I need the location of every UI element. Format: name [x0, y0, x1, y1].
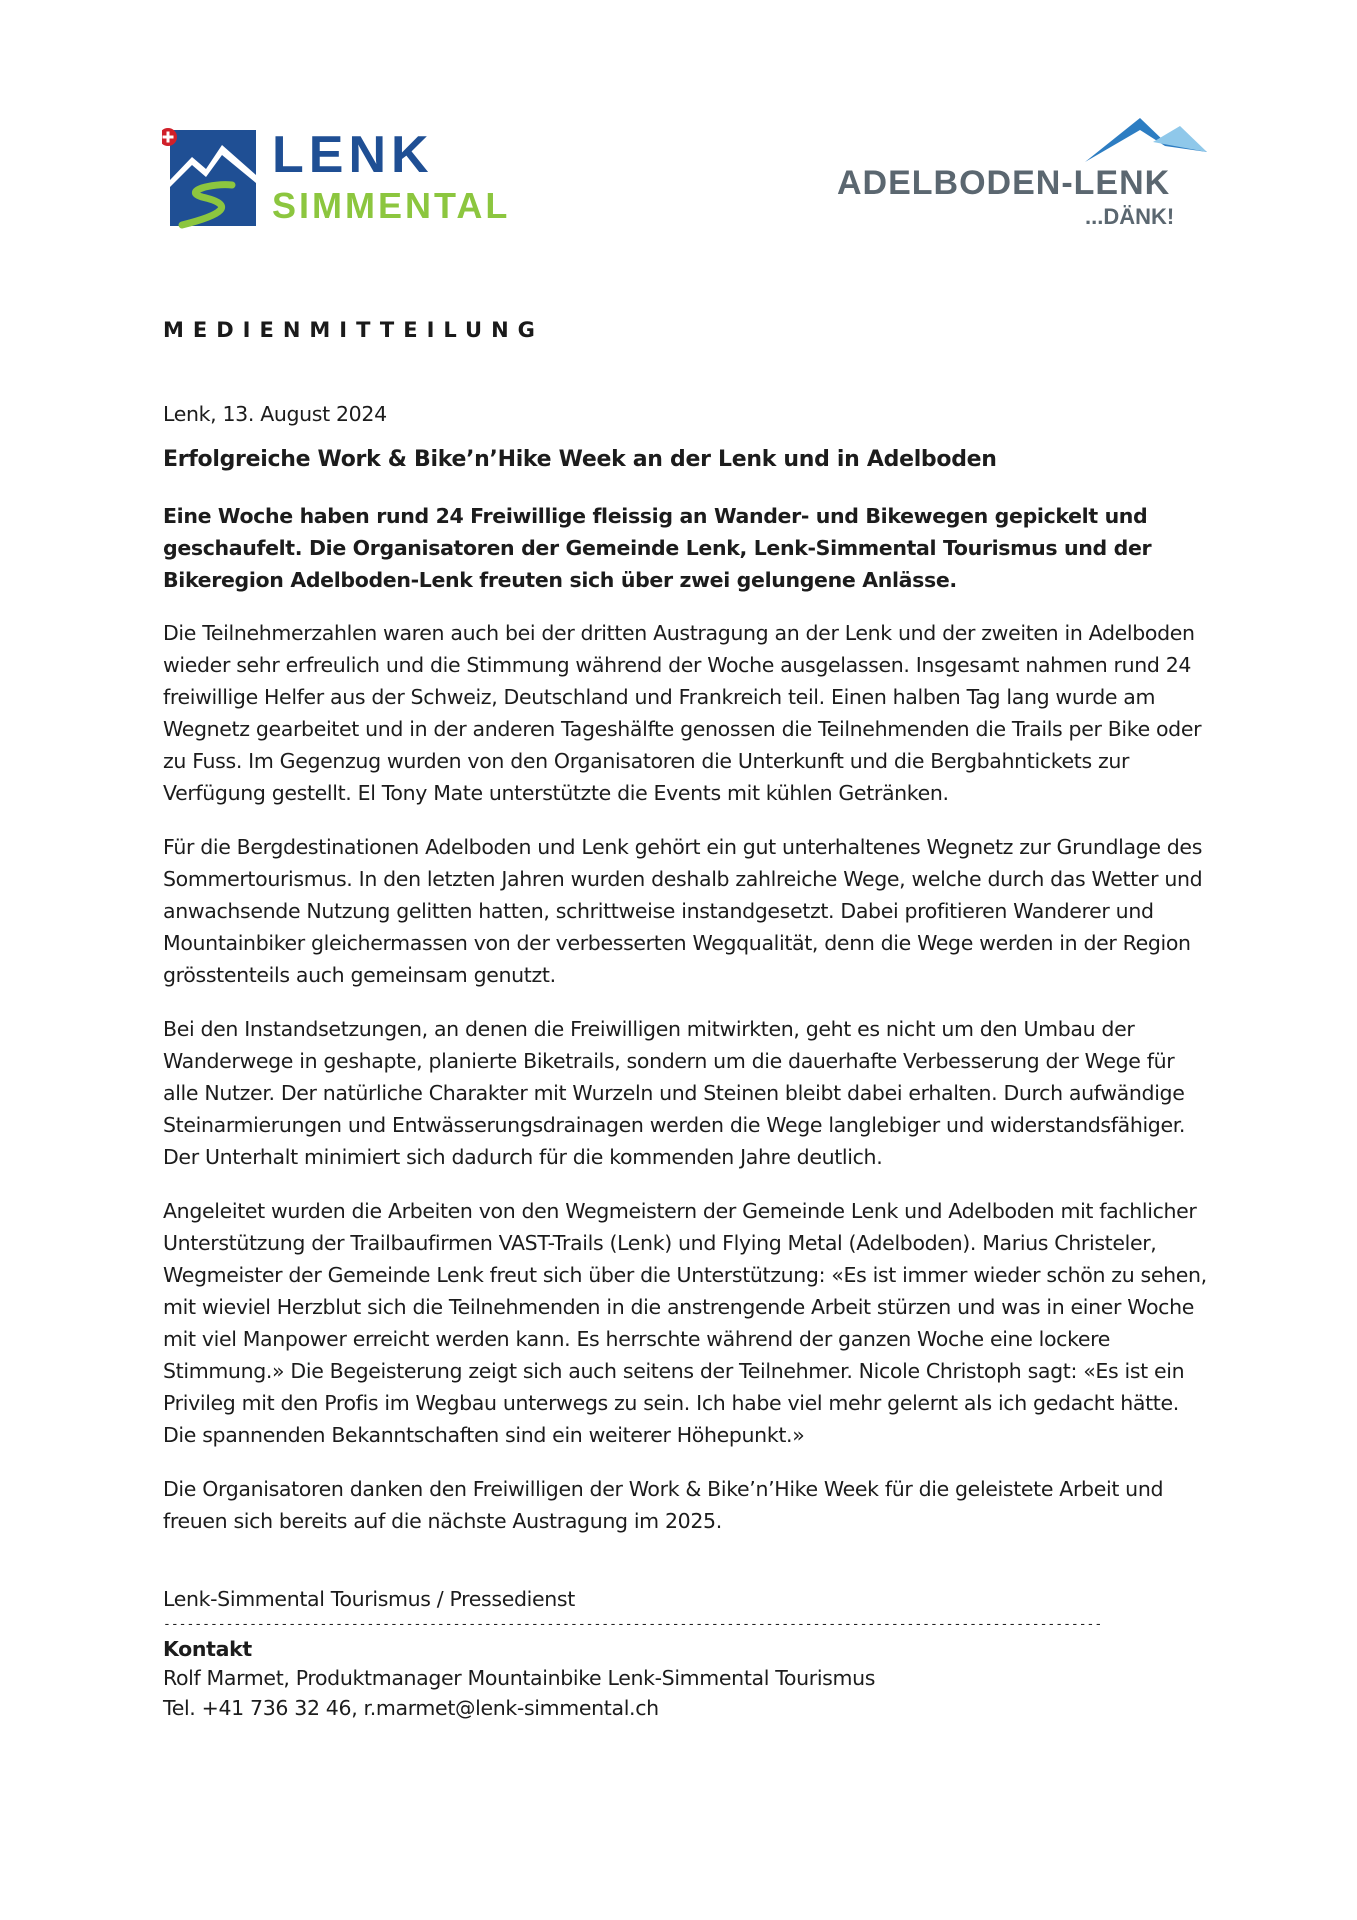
- document-type-label: MEDIENMITTEILUNG: [163, 318, 544, 342]
- adelboden-lenk-logo-text: ADELBODEN-LENK: [837, 164, 1171, 202]
- body-paragraph: Die Organisatoren danken den Freiwilligen der Work & Bike’n’Hike Week für die geleistete Arbeit und freuen sich bereits auf die nächste Austragung im 2025.: [163, 1477, 1164, 1533]
- contact-heading: Kontakt: [163, 1637, 252, 1661]
- release-date: Lenk, 13. August 2024: [163, 402, 387, 426]
- press-release-body: [163, 398, 1213, 1723]
- adelboden-lenk-logo: [835, 112, 1225, 232]
- headline: Erfolgreiche Work & Bike’n’Hike Week an der Lenk und in Adelboden: [163, 447, 997, 472]
- body-paragraph: Angeleitet wurden die Arbeiten von den Wegmeistern der Gemeinde Lenk und Adelboden mit fachlicher Unterstützung der Trailbaufirmen VAST-Trails (Lenk) und Flying Metal (Adelboden). Marius Christeler, Wegmeister der Gemeinde Lenk freut sich über die Unterstützung: «Es ist immer wieder schön zu sehen, mit wieviel Herzblut sich die Teilnehmenden in die anstrengende Arbeit stürzen und was in einer Woche mit viel Manpower erreicht werden kann. Es herrschte während der ganzen Woche eine lockere Stimmung.» Die Begeisterung zeigt sich auch seitens der Teilnehmer. Nicole Christoph sagt: «Es ist ein Privileg mit den Profis im Wegbau unterwegs zu sein. Ich habe viel mehr gelernt als ich gedacht hätte. Die spannenden Bekanntschaften sind ein weiterer Höhepunkt.»: [163, 1199, 1207, 1447]
- simmental-logo-text: SIMMENTAL: [272, 185, 511, 226]
- divider-line: ------------------------------------------------------------------------------------------------------------------------: [163, 1617, 1103, 1632]
- body-paragraph: Für die Bergdestinationen Adelboden und Lenk gehört ein gut unterhaltenes Wegnetz zur Grundlage des Sommertourismus. In den letzten Jahren wurden deshalb zahlreiche Wege, welche durch das Wetter und anwachsende Nutzung gelitten hatten, schrittweise instandgesetzt. Dabei profitieren Wanderer und Mountainbiker gleichermassen von der verbesserten Wegqualität, denn die Wege werden in der Region grösstenteils auch gemeinsam genutzt.: [163, 835, 1203, 987]
- contact-phone-email: Tel. +41 736 32 46, r.marmet@lenk-simmental.ch: [163, 1696, 659, 1720]
- body-paragraph: Bei den Instandsetzungen, an denen die Freiwilligen mitwirkten, geht es nicht um den Umbau der Wanderwege in geshapte, planierte Biketrails, sondern um die dauerhafte Verbesserung der Wege für alle Nutzer. Der natürliche Charakter mit Wurzeln und Steinen bleibt dabei erhalten. Durch aufwändige Steinarmierungen und Entwässerungsdrainagen werden die Wege langlebiger und widerstandsfähiger. Der Unterhalt minimiert sich dadurch für die kommenden Jahre deutlich.: [163, 1017, 1186, 1169]
- signature: Lenk-Simmental Tourismus / Pressedienst: [163, 1587, 575, 1611]
- daenk-logo-text: ...DÄNK!: [1085, 204, 1175, 229]
- lenk-simmental-logo: [162, 125, 542, 230]
- lead-paragraph: Eine Woche haben rund 24 Freiwillige fleissig an Wander- und Bikewegen gepickelt und geschaufelt. Die Organisatoren der Gemeinde Lenk, Lenk-Simmental Tourismus und der Bikeregion Adelboden-Lenk freuten sich über zwei gelungene Anlässe.: [163, 504, 1152, 592]
- lenk-logo-text: LENK: [272, 126, 434, 184]
- contact-name: Rolf Marmet, Produktmanager Mountainbike Lenk-Simmental Tourismus: [163, 1666, 876, 1690]
- body-paragraph: Die Teilnehmerzahlen waren auch bei der dritten Austragung an der Lenk und der zweiten in Adelboden wieder sehr erfreulich und die Stimmung während der Woche ausgelassen. Insgesamt nahmen rund 24 freiwillige Helfer aus der Schweiz, Deutschland und Frankreich teil. Einen halben Tag lang wurde am Wegnetz gearbeitet und in der anderen Tageshälfte genossen die Teilnehmenden die Trails per Bike oder zu Fuss. Im Gegenzug wurden von den Organisatoren die Unterkunft und die Bergbahntickets zur Verfügung gestellt. El Tony Mate unterstützte die Events mit kühlen Getränken.: [163, 621, 1202, 805]
